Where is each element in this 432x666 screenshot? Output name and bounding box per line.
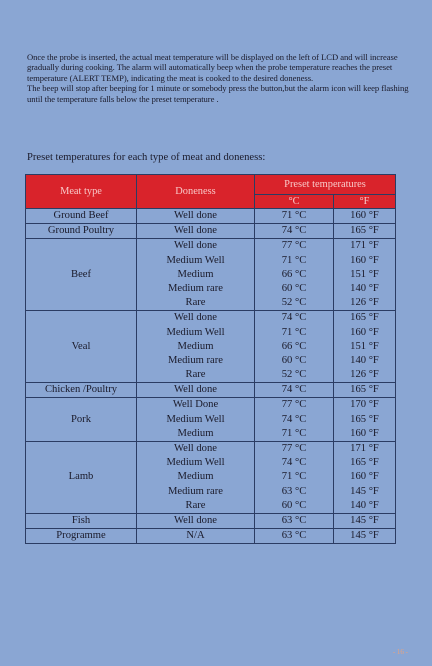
celsius-value: 74 °C xyxy=(281,384,307,396)
celsius-value: 74 °C xyxy=(281,413,307,425)
page-number: - 16 - xyxy=(392,648,408,656)
fahrenheit-value: 160 °F xyxy=(350,427,379,439)
table-row xyxy=(26,383,396,398)
table-body xyxy=(26,209,396,544)
meat-type-cell: Ground Poultry xyxy=(26,224,137,239)
fahrenheit-value: 171 °F xyxy=(350,443,379,455)
celsius-cell xyxy=(255,529,334,544)
meat-type-cell: Pork xyxy=(26,398,137,442)
doneness-value: Medium Well xyxy=(166,457,225,469)
doneness-value: Medium Well xyxy=(166,413,225,425)
celsius-value: 71 °C xyxy=(281,254,307,266)
intro-paragraph-2: The beep will stop after beeping for 1 minute or somebody press the button,but the alarm icon will keep flashing until the temperature falls below the preset temperature . xyxy=(27,83,409,104)
celsius-cell xyxy=(255,442,334,514)
celsius-value: 74 °C xyxy=(281,225,307,237)
fahrenheit-cell xyxy=(334,224,396,239)
doneness-cell xyxy=(137,311,255,383)
fahrenheit-cell xyxy=(334,442,396,514)
doneness-cell xyxy=(137,398,255,442)
celsius-value: 77 °C xyxy=(281,399,307,411)
table-row xyxy=(26,311,396,383)
doneness-cell xyxy=(137,442,255,514)
celsius-cell xyxy=(255,513,334,528)
doneness-value: Medium xyxy=(177,268,214,280)
doneness-value: Well done xyxy=(174,384,217,396)
table-subtitle: Preset temperatures for each type of meat and doneness: xyxy=(27,152,266,163)
celsius-value: 66 °C xyxy=(281,268,307,280)
celsius-value: 60 °C xyxy=(281,499,307,511)
fahrenheit-value: 151 °F xyxy=(350,268,379,280)
celsius-value: 71 °C xyxy=(281,471,307,483)
fahrenheit-value: 145 °F xyxy=(350,514,379,526)
doneness-value: Medium rare xyxy=(167,354,223,366)
celsius-value: 74 °C xyxy=(281,312,307,324)
doneness-value: N/A xyxy=(186,530,205,542)
fahrenheit-cell xyxy=(334,311,396,383)
doneness-cell xyxy=(137,209,255,224)
celsius-value: 71 °C xyxy=(281,427,307,439)
celsius-value: 77 °C xyxy=(281,443,307,455)
meat-type-cell: Ground Beef xyxy=(26,209,137,224)
fahrenheit-value: 145 °F xyxy=(350,530,379,542)
fahrenheit-cell xyxy=(334,513,396,528)
table-row xyxy=(26,513,396,528)
doneness-cell xyxy=(137,239,255,311)
fahrenheit-value: 145 °F xyxy=(350,485,379,497)
fahrenheit-value: 160 °F xyxy=(350,254,379,266)
celsius-cell xyxy=(255,383,334,398)
table-row xyxy=(26,442,396,514)
fahrenheit-value: 140 °F xyxy=(350,499,379,511)
intro-text xyxy=(27,52,411,104)
table-row xyxy=(26,529,396,544)
fahrenheit-cell xyxy=(334,209,396,224)
fahrenheit-value: 140 °F xyxy=(350,354,379,366)
doneness-cell xyxy=(137,224,255,239)
doneness-value: Well done xyxy=(174,225,217,237)
celsius-cell xyxy=(255,224,334,239)
meat-type-cell: Veal xyxy=(26,311,137,383)
celsius-value: 52 °C xyxy=(281,369,307,381)
fahrenheit-value: 160 °F xyxy=(350,471,379,483)
header-doneness: Doneness xyxy=(137,175,255,209)
celsius-value: 63 °C xyxy=(281,530,307,542)
meat-type-cell: Chicken /Poultry xyxy=(26,383,137,398)
fahrenheit-cell xyxy=(334,239,396,311)
doneness-value: Rare xyxy=(185,369,206,381)
doneness-cell xyxy=(137,513,255,528)
fahrenheit-value: 165 °F xyxy=(350,384,379,396)
doneness-cell xyxy=(137,383,255,398)
doneness-value: Well done xyxy=(174,443,217,455)
fahrenheit-value: 165 °F xyxy=(350,413,379,425)
doneness-value: Medium xyxy=(177,340,214,352)
doneness-value: Medium Well xyxy=(166,326,225,338)
fahrenheit-cell xyxy=(334,529,396,544)
fahrenheit-value: 160 °F xyxy=(350,210,379,221)
header-fahrenheit: °F xyxy=(334,195,396,209)
doneness-value: Medium rare xyxy=(167,282,223,294)
doneness-value: Medium Well xyxy=(166,254,225,266)
celsius-value: 71 °C xyxy=(281,326,307,338)
celsius-cell xyxy=(255,311,334,383)
table-row xyxy=(26,239,396,311)
fahrenheit-value: 151 °F xyxy=(350,340,379,352)
celsius-cell xyxy=(255,209,334,224)
celsius-value: 60 °C xyxy=(281,354,307,366)
table-row xyxy=(26,224,396,239)
doneness-cell xyxy=(137,529,255,544)
doneness-value: Well done xyxy=(174,240,217,252)
table-row xyxy=(26,209,396,224)
doneness-value: Well Done xyxy=(172,399,219,411)
preset-temperature-table xyxy=(25,174,396,544)
celsius-cell xyxy=(255,239,334,311)
fahrenheit-value: 165 °F xyxy=(350,312,379,324)
header-preset-temperatures: Preset temperatures xyxy=(255,175,396,195)
celsius-value: 66 °C xyxy=(281,340,307,352)
table-row xyxy=(26,398,396,442)
celsius-cell xyxy=(255,398,334,442)
fahrenheit-value: 126 °F xyxy=(350,369,379,381)
doneness-value: Well done xyxy=(174,210,217,221)
meat-type-cell: Lamb xyxy=(26,442,137,514)
celsius-value: 74 °C xyxy=(281,457,307,469)
celsius-value: 52 °C xyxy=(281,297,307,309)
doneness-value: Medium xyxy=(177,471,214,483)
doneness-value: Medium xyxy=(177,427,214,439)
celsius-value: 63 °C xyxy=(281,514,307,526)
celsius-value: 60 °C xyxy=(281,282,307,294)
meat-type-cell: Beef xyxy=(26,239,137,311)
header-celsius: °C xyxy=(255,195,334,209)
fahrenheit-cell xyxy=(334,383,396,398)
fahrenheit-value: 165 °F xyxy=(350,457,379,469)
doneness-value: Well done xyxy=(174,514,217,526)
fahrenheit-value: 126 °F xyxy=(350,297,379,309)
header-meat-type: Meat type xyxy=(26,175,137,209)
fahrenheit-value: 160 °F xyxy=(350,326,379,338)
fahrenheit-value: 170 °F xyxy=(350,399,379,411)
doneness-value: Rare xyxy=(185,297,206,309)
intro-paragraph-1: Once the probe is inserted, the actual meat temperature will be displayed on the left of LCD and will increase gradually during cooking. The alarm will automatically beep when the probe temperature reaches the preset temperature (ALERT TEMP), indicating the meat is cooked to the desired doneness. xyxy=(27,52,398,83)
celsius-value: 63 °C xyxy=(281,485,307,497)
fahrenheit-value: 140 °F xyxy=(350,282,379,294)
celsius-value: 71 °C xyxy=(281,210,307,221)
meat-type-cell: Fish xyxy=(26,513,137,528)
fahrenheit-cell xyxy=(334,398,396,442)
celsius-value: 77 °C xyxy=(281,240,307,252)
doneness-value: Rare xyxy=(185,499,206,511)
fahrenheit-value: 171 °F xyxy=(350,240,379,252)
doneness-value: Well done xyxy=(174,312,217,324)
fahrenheit-value: 165 °F xyxy=(350,225,379,237)
meat-type-cell: Programme xyxy=(26,529,137,544)
doneness-value: Medium rare xyxy=(167,485,223,497)
